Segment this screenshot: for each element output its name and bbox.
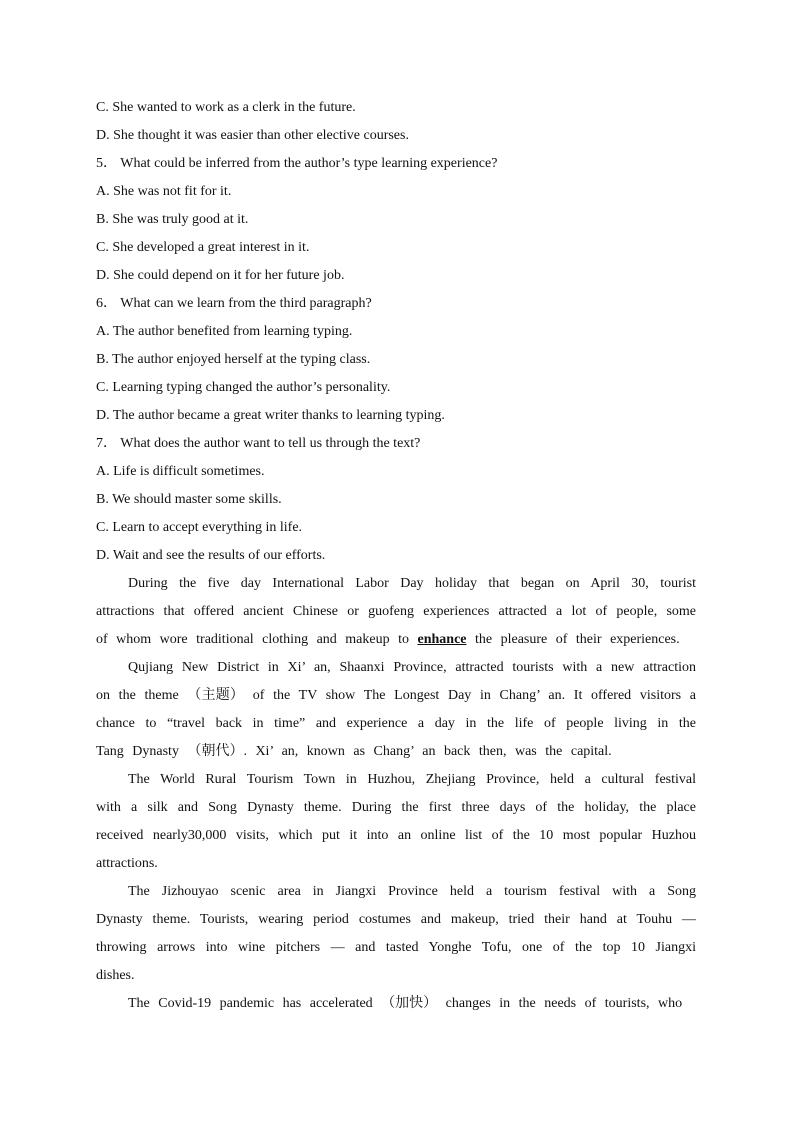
q6-stem: 6． What can we learn from the third paragraph?: [96, 296, 372, 311]
passage-paragraph-1: [96, 570, 696, 654]
passage-paragraph-5: The Covid-19 pandemic has accelerated （加快） changes in the needs of tourists, who: [128, 996, 683, 1011]
q6-option-b: B. The author enjoyed herself at the typing class.: [96, 352, 371, 367]
passage-paragraph-3: The World Rural Tourism Town in Huzhou, Zhejiang Province, held a cultural festival with a silk and Song Dynasty theme. During the first three days of the holiday, the place received nearly30,000 visits, which put it into an online list of the 10 most popular Huzhou attractions.: [96, 772, 696, 871]
q7-option-d: D. Wait and see the results of our efforts.: [96, 548, 326, 563]
q5-option-c: C. She developed a great interest in it.: [96, 240, 310, 255]
q5-option-d: D. She could depend on it for her future job.: [96, 268, 345, 283]
enhance-keyword: enhance: [417, 632, 467, 647]
q7-option-a: A. Life is difficult sometimes.: [96, 464, 265, 479]
passage-paragraph-2: Qujiang New District in Xi’ an, Shaanxi Province, attracted tourists with a new attraction on the theme （主题） of the TV show The Longest Day in Chang’ an. It offered visitors a chance to “travel back in time” and experience a day in the life of people living in the Tang Dynasty （朝代）. Xi’ an, known as Chang’ an back then, was the capital.: [96, 660, 696, 759]
q6-option-a: A. The author benefited from learning typing.: [96, 324, 353, 339]
p1-text-before: During the five day International Labor Day holiday that began on April 30, tourist attractions that offered ancient Chinese or guofeng experiences attracted a lot of people, some of whom wore traditional clothing and makeup to: [96, 576, 696, 647]
q6-option-d: D. The author became a great writer thanks to learning typing.: [96, 408, 445, 423]
q5-option-a: A. She was not fit for it.: [96, 184, 232, 199]
passage-paragraph-4: The Jizhouyao scenic area in Jiangxi Province held a tourism festival with a Song Dynasty theme. Tourists, wearing period costumes and makeup, tried their hand at Touhu — throwing arrows into wine pitchers — and tasted Yonghe Tofu, one of the top 10 Jiangxi dishes.: [96, 884, 696, 983]
q7-option-b: B. We should master some skills.: [96, 492, 282, 507]
p1-text-after: the pleasure of their experiences.: [466, 632, 680, 647]
q4-option-d: D. She thought it was easier than other elective courses.: [96, 128, 409, 143]
q7-option-c: C. Learn to accept everything in life.: [96, 520, 303, 535]
q7-stem: 7． What does the author want to tell us through the text?: [96, 436, 421, 451]
q4-option-c: C. She wanted to work as a clerk in the future.: [96, 100, 356, 115]
document-page: [96, 94, 696, 1018]
q5-stem: 5． What could be inferred from the author’s type learning experience?: [96, 156, 498, 171]
q5-option-b: B. She was truly good at it.: [96, 212, 249, 227]
q6-option-c: C. Learning typing changed the author’s personality.: [96, 380, 391, 395]
